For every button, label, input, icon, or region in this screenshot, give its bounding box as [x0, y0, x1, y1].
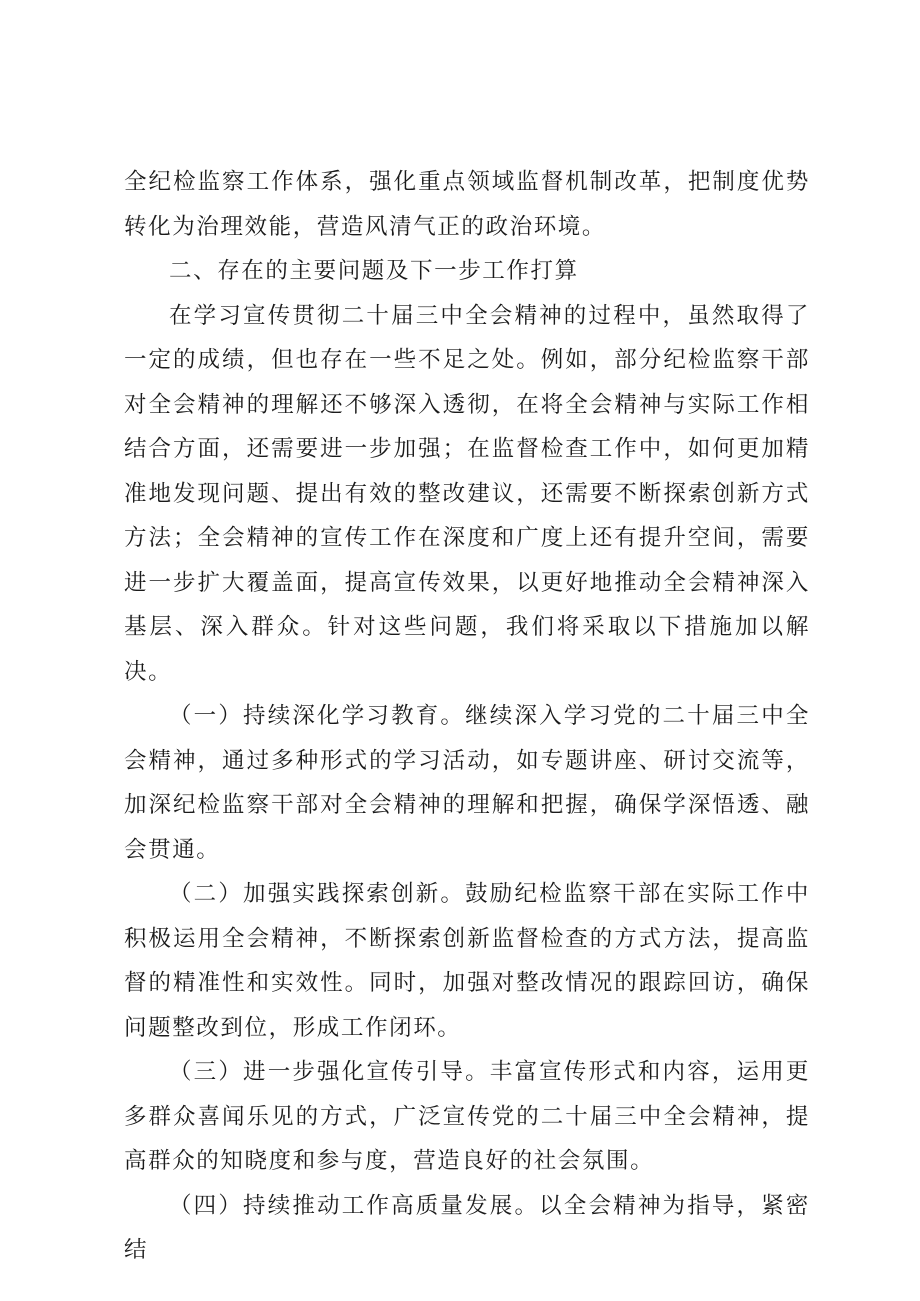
paragraph-continuation: 全纪检监察工作体系，强化重点领域监督机制改革，把制度优势转化为治理效能，营造风清气正的政治环境。 — [124, 169, 810, 240]
section-heading: 二、存在的主要问题及下一步工作打算 — [169, 258, 579, 284]
paragraph-measure-1: （一）持续深化学习教育。继续深入学习党的二十届三中全会精神，通过多种形式的学习活动，如专题讲座、研讨交流等，加深纪检监察干部对全会精神的理解和把握，确保学深悟透、融会贯通。 — [124, 703, 810, 863]
document-body — [124, 160, 810, 1273]
paragraph-measure-3: （三）进一步强化宣传引导。丰富宣传形式和内容，运用更多群众喜闻乐见的方式，广泛宣传党的二十届三中全会精神，提高群众的知晓度和参与度，营造良好的社会氛围。 — [124, 1059, 810, 1174]
paragraph-problems: 在学习宣传贯彻二十届三中全会精神的过程中，虽然取得了一定的成绩，但也存在一些不足之处。例如，部分纪检监察干部对全会精神的理解还不够深入透彻，在将全会精神与实际工作相结合方面，还需要进一步加强；在监督检查工作中，如何更加精准地发现问题、提出有效的整改建议，还需要不断探索创新方式方法；全会精神的宣传工作在深度和广度上还有提升空间，需要进一步扩大覆盖面，提高宣传效果，以更好地推动全会精神深入基层、深入群众。针对这些问题，我们将采取以下措施加以解决。 — [124, 302, 810, 685]
paragraph-measure-4: （四）持续推动工作高质量发展。以全会精神为指导，紧密结 — [124, 1192, 810, 1263]
paragraph-measure-2: （二）加强实践探索创新。鼓励纪检监察干部在实际工作中积极运用全会精神，不断探索创新监督检查的方式方法，提高监督的精准性和实效性。同时，加强对整改情况的跟踪回访，确保问题整改到位，形成工作闭环。 — [124, 881, 810, 1041]
